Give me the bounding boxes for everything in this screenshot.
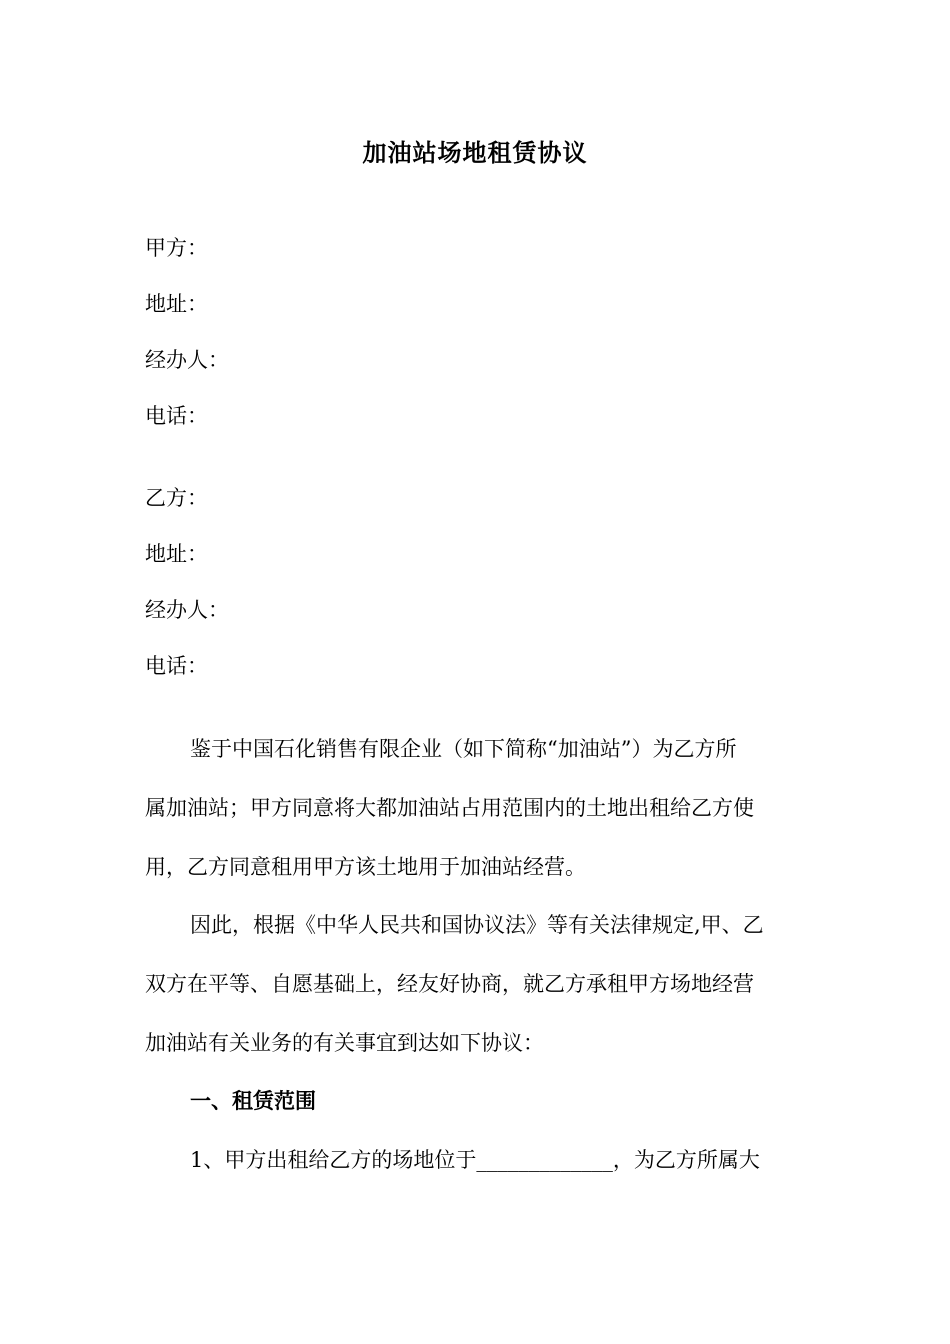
party-a-agent-label: 经办人： <box>145 348 229 372</box>
party-a-address-label: 地址： <box>145 292 208 316</box>
basis-line-1: 因此，根据《中华人民共和国协议法》等有关法律规定,甲、乙 <box>190 913 764 937</box>
party-a-phone-label: 电话： <box>145 404 208 428</box>
party-b-agent-label: 经办人： <box>145 598 229 622</box>
party-b-name-label: 乙方： <box>145 486 208 510</box>
party-b-phone-label: 电话： <box>145 654 208 678</box>
document-title: 加油站场地租赁协议 <box>362 138 588 167</box>
basis-line-2: 双方在平等、自愿基础上，经友好协商，就乙方承租甲方场地经营 <box>145 972 754 996</box>
preamble-line-1: 鉴于中国石化销售有限企业（如下简称“加油站”）为乙方所 <box>190 737 737 761</box>
section-1-heading: 一、租赁范围 <box>190 1088 316 1113</box>
party-a-name-label: 甲方： <box>145 236 208 260</box>
basis-line-3: 加油站有关业务的有关事宜到达如下协议： <box>145 1031 544 1055</box>
preamble-line-3: 用，乙方同意租用甲方该土地用于加油站经营。 <box>145 855 586 879</box>
clause-1-line: 1、甲方出租给乙方的场地位于_____________，为乙方所属大 <box>190 1148 760 1172</box>
party-b-address-label: 地址： <box>145 542 208 566</box>
preamble-line-2: 属加油站；甲方同意将大都加油站占用范围内的土地出租给乙方使 <box>145 796 754 820</box>
